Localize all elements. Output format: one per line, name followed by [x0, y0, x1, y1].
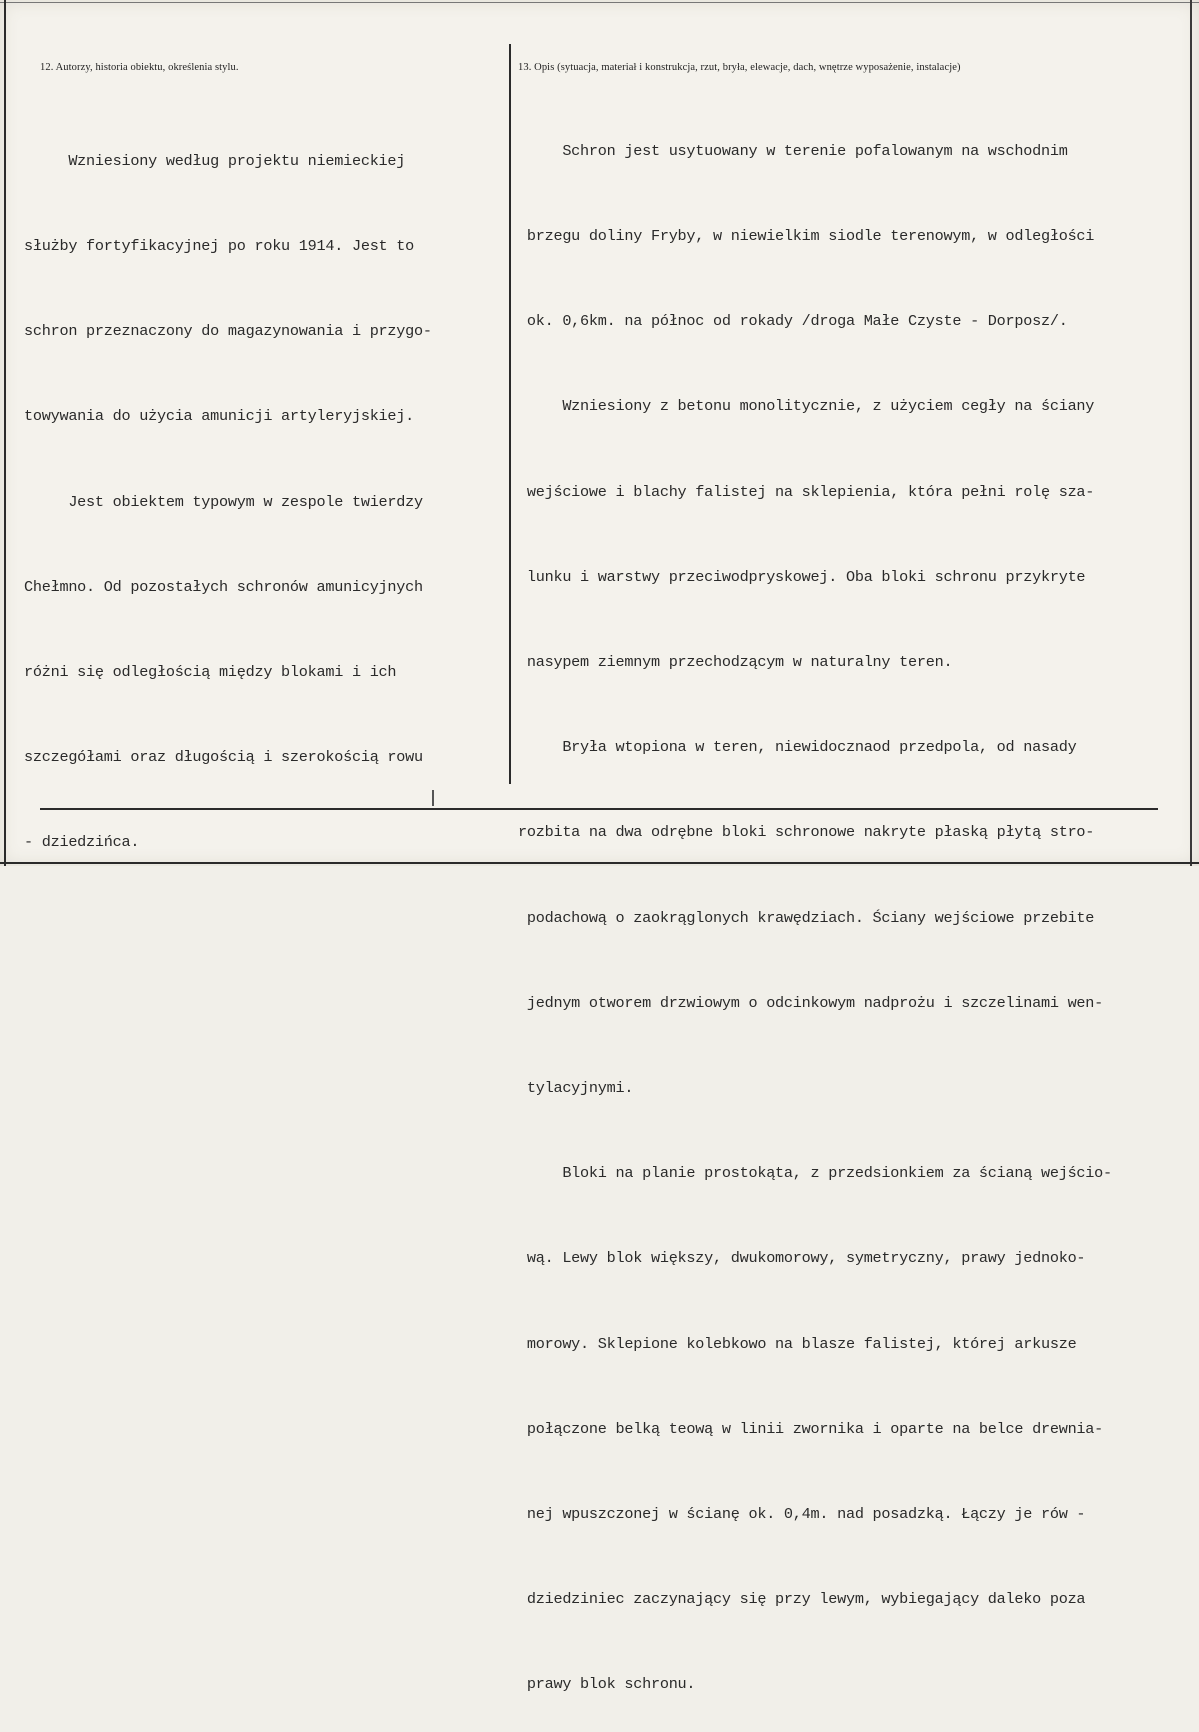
- text-line: - dziedzińca.: [24, 833, 140, 852]
- text-line: Wzniesiony według projektu niemieckiej: [24, 151, 406, 170]
- text-line: schron przeznaczony do magazynowania i przygo-: [24, 322, 432, 341]
- text-line: nej wpuszczonej w ścianę ok. 0,4m. nad posadzką. Łączy je rów -: [518, 1505, 1086, 1524]
- text-line: połączone belką teową w linii zwornika i oparte na belce drewnia-: [518, 1419, 1104, 1438]
- column-divider: [509, 44, 511, 784]
- text-line: nasypem ziemnym przechodzącym w naturalny teren.: [518, 653, 953, 672]
- text-line: jednym otworem drzwiowym o odcinkowym nadprożu i szczelinami wen-: [518, 993, 1104, 1012]
- text-line: brzegu doliny Fryby, w niewielkim siodle terenowym, w odległości: [518, 227, 1095, 246]
- section-12-text: [24, 90, 504, 914]
- text-line: różni się odległością między blokami i ich: [24, 663, 397, 682]
- text-line: lunku i warstwy przeciwodpryskowej. Oba bloki schronu przykryte: [518, 567, 1086, 586]
- text-line: służby fortyfikacyjnej po roku 1914. Jest to: [24, 237, 415, 256]
- text-line: ok. 0,6km. na północ od rokady /droga Małe Czyste - Dorposz/.: [518, 312, 1068, 331]
- text-line: wą. Lewy blok większy, dwukomorowy, symetryczny, prawy jednoko-: [518, 1249, 1086, 1268]
- text-line: morowy. Sklepione kolebkowo na blasze falistej, której arkusze: [518, 1334, 1077, 1353]
- text-line: rozbita na dwa odrębne bloki schronowe nakryte płaską płytą stro-: [518, 823, 1095, 842]
- text-line: wejściowe i blachy falistej na sklepienia, która pełni rolę sza-: [518, 482, 1095, 501]
- text-line: Bryła wtopiona w teren, niewidocznaod przedpola, od nasady: [518, 738, 1077, 757]
- text-line: Chełmno. Od pozostałych schronów amunicyjnych: [24, 577, 423, 596]
- text-line: podachową o zaokrąglonych krawędziach. Ściany wejściowe przebite: [518, 908, 1095, 927]
- top-border: [0, 2, 1199, 3]
- text-line: prawy blok schronu.: [518, 1675, 696, 1694]
- section-13-text: [518, 80, 1186, 1732]
- section-12-header: 12. Autorzy, historia obiektu, określenia stylu.: [40, 62, 239, 73]
- section-13-header: 13. Opis (sytuacja, materiał i konstrukcja, rzut, bryła, elewacje, dach, wnętrze wyposażenie, instalacje): [518, 62, 961, 73]
- text-line: Jest obiektem typowym w zespole twierdzy: [24, 492, 423, 511]
- text-line: Bloki na planie prostokąta, z przedsionkiem za ścianą wejścio-: [518, 1164, 1112, 1183]
- text-line: Wzniesiony z betonu monolitycznie, z użyciem cegły na ściany: [518, 397, 1095, 416]
- text-line: towywania do użycia amunicji artyleryjskiej.: [24, 407, 415, 426]
- left-border: [4, 0, 6, 866]
- text-line: szczegółami oraz długością i szerokością rowu: [24, 748, 423, 767]
- text-line: dziedziniec zaczynający się przy lewym, wybiegający daleko poza: [518, 1590, 1086, 1609]
- text-line: Schron jest usytuowany w terenie pofalowanym na wschodnim: [518, 141, 1068, 160]
- right-border: [1190, 0, 1192, 866]
- text-line: tylacyjnymi.: [518, 1079, 634, 1098]
